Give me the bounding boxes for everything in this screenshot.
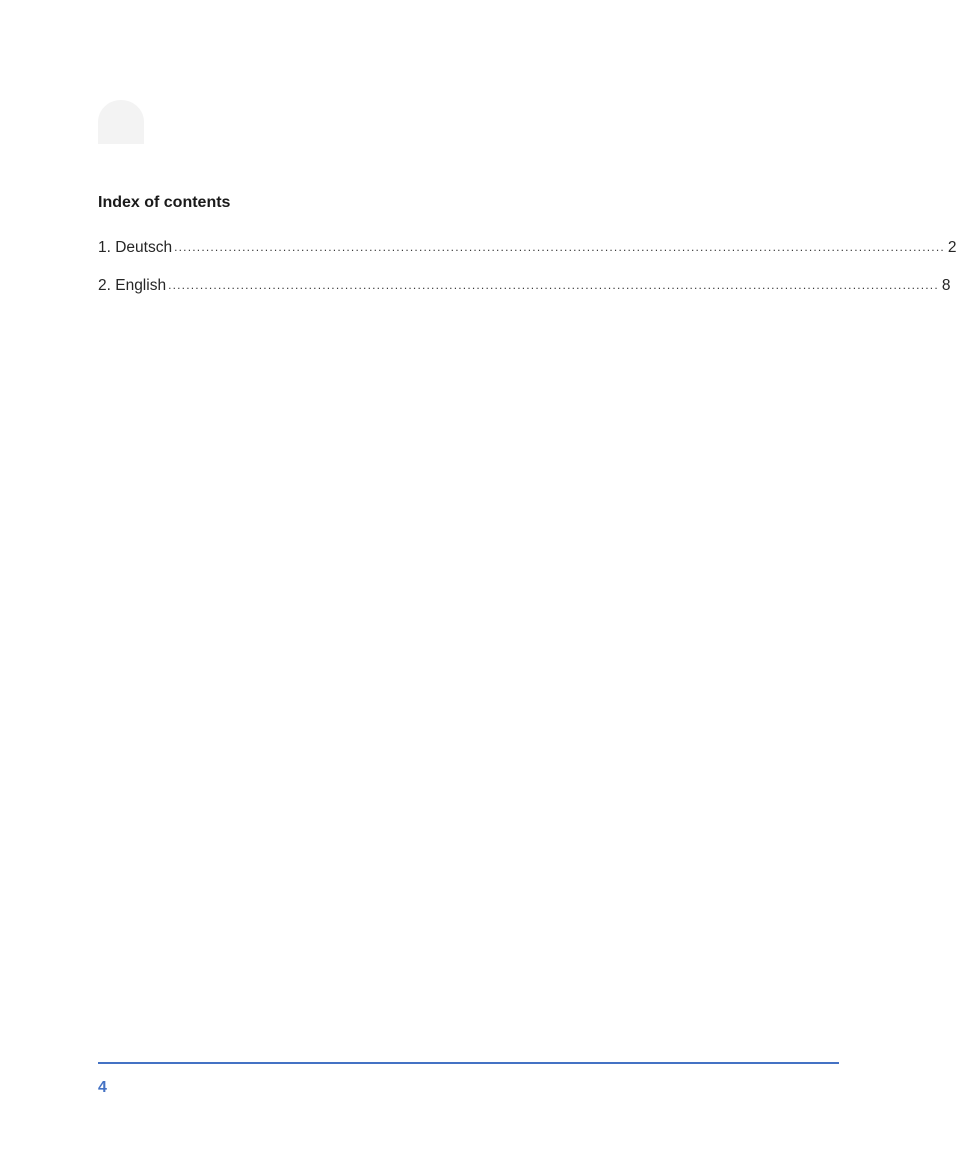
- brand-logo-icon: [98, 100, 144, 144]
- toc-entry-deutsch[interactable]: [98, 238, 957, 276]
- toc-entry-label: 2. English: [98, 277, 167, 294]
- toc-heading: Index of contents: [98, 194, 231, 211]
- toc-dot-leader: ..........................................................................................................................................................................: [174, 240, 945, 254]
- toc-entry-label: 1. Deutsch: [98, 239, 173, 256]
- page-number: 4: [98, 1079, 107, 1096]
- toc-dot-leader: ..........................................................................................................................................................................: [168, 278, 939, 292]
- toc-entry-page-number: 2: [947, 239, 957, 256]
- footer-divider: [98, 1062, 839, 1064]
- toc-entry-english[interactable]: [98, 276, 951, 314]
- toc-entry-page-number: 8: [941, 277, 951, 294]
- table-of-contents: [98, 238, 957, 314]
